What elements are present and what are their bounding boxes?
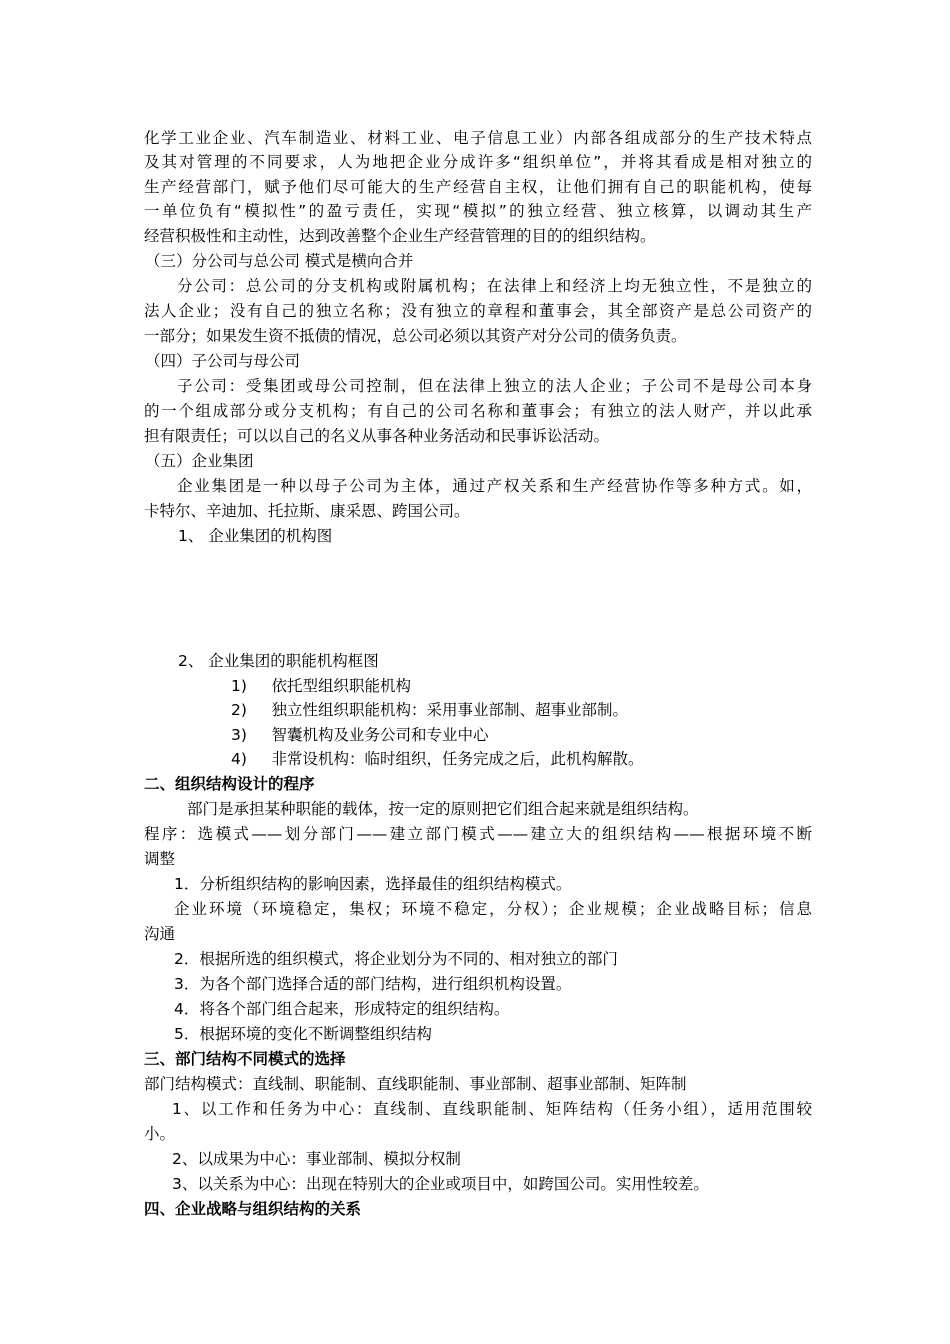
- paragraph-line: 分公司：总公司的分支机构或附属机构；在法律上和经济上均无独立性，不是独立的: [177, 277, 812, 295]
- list-item: 1．分析组织结构的影响因素，选择最佳的组织结构模式。: [174, 875, 572, 893]
- paragraph-line: 企业环境（环境稳定，集权；环境不稳定，分权）；企业规模；企业战略目标；信息: [174, 900, 812, 918]
- paragraph-line: 一部分；如果发生资不抵债的情况，总公司必须以其资产对分公司的债务负责。: [144, 327, 687, 345]
- section-heading: 二、组织结构设计的程序: [144, 775, 315, 793]
- list-item: 2、 企业集团的职能机构框图: [178, 652, 379, 670]
- paragraph-line: 一单位负有“模拟性”的盈亏责任，实现“模拟”的独立经营、独立核算，以调动其生产: [144, 202, 812, 220]
- paragraph-line: 法人企业；没有自己的独立名称；没有独立的章程和董事会，其全部资产是总公司资产的: [144, 302, 812, 320]
- list-item: 1、 企业集团的机构图: [178, 527, 333, 545]
- list-item: 4) 非常设机构：临时组织，任务完成之后，此机构解散。: [231, 750, 644, 768]
- list-item: 3．为各个部门选择合适的部门结构，进行组织机构设置。: [174, 975, 572, 993]
- section-heading: 三、部门结构不同模式的选择: [144, 1050, 346, 1068]
- paragraph-line: 企业集团是一种以母子公司为主体，通过产权关系和生产经营协作等多种方式。如，: [177, 477, 812, 495]
- paragraph-line: 程序：选模式——划分部门——建立部门模式——建立大的组织结构——根据环境不断: [144, 825, 812, 843]
- list-item: 1) 依托型组织职能机构: [231, 677, 412, 695]
- subheading: （五）企业集团: [145, 452, 254, 470]
- paragraph-line: 部门是承担某种职能的载体，按一定的原则把它们组合起来就是组织结构。: [187, 800, 699, 818]
- paragraph-line: 沟通: [144, 925, 176, 943]
- paragraph-line: 化学工业企业、汽车制造业、材料工业、电子信息工业）内部各组成部分的生产技术特点: [144, 129, 812, 147]
- paragraph-line: 小。: [144, 1125, 176, 1143]
- list-item: 3、以关系为中心：出现在特别大的企业或项目中，如跨国公司。实用性较差。: [172, 1175, 709, 1193]
- list-item: 1、以工作和任务为中心：直线制、直线职能制、矩阵结构（任务小组），适用范围较: [172, 1100, 812, 1118]
- subheading: （四）子公司与母公司: [145, 352, 301, 370]
- list-item: 4．将各个部门组合起来，形成特定的组织结构。: [174, 1000, 510, 1018]
- list-item: 2、以成果为中心：事业部制、模拟分权制: [172, 1150, 461, 1168]
- paragraph-line: 子公司：受集团或母公司控制，但在法律上独立的法人企业；子公司不是母公司本身: [177, 377, 812, 395]
- paragraph-line: 担有限责任；可以以自己的名义从事各种业务活动和民事诉讼活动。: [144, 427, 610, 445]
- list-item: 5．根据环境的变化不断调整组织结构: [174, 1025, 432, 1043]
- paragraph-line: 调整: [144, 850, 176, 868]
- paragraph-line: 生产经营部门，赋予他们尽可能大的生产经营自主权，让他们拥有自己的职能机构，使每: [144, 178, 812, 196]
- list-item: 2．根据所选的组织模式，将企业划分为不同的、相对独立的部门: [174, 950, 618, 968]
- subheading: （三）分公司与总公司 模式是横向合并: [145, 252, 414, 270]
- section-heading: 四、企业战略与组织结构的关系: [144, 1200, 362, 1218]
- paragraph-line: 部门结构模式：直线制、职能制、直线职能制、事业部制、超事业部制、矩阵制: [144, 1075, 687, 1093]
- paragraph-line: 及其对管理的不同要求，人为地把企业分成许多“组织单位”，并将其看成是相对独立的: [144, 153, 812, 171]
- paragraph-line: 经营积极性和主动性，达到改善整个企业生产经营管理的目的的组织结构。: [144, 227, 656, 245]
- paragraph-line: 的一个组成部分或分支机构；有自己的公司名称和董事会；有独立的法人财产，并以此承: [144, 402, 812, 420]
- list-item: 2) 独立性组织职能机构：采用事业部制、超事业部制。: [231, 701, 629, 719]
- paragraph-line: 卡特尔、辛迪加、托拉斯、康采恩、跨国公司。: [144, 502, 470, 520]
- list-item: 3) 智囊机构及业务公司和专业中心: [231, 726, 489, 744]
